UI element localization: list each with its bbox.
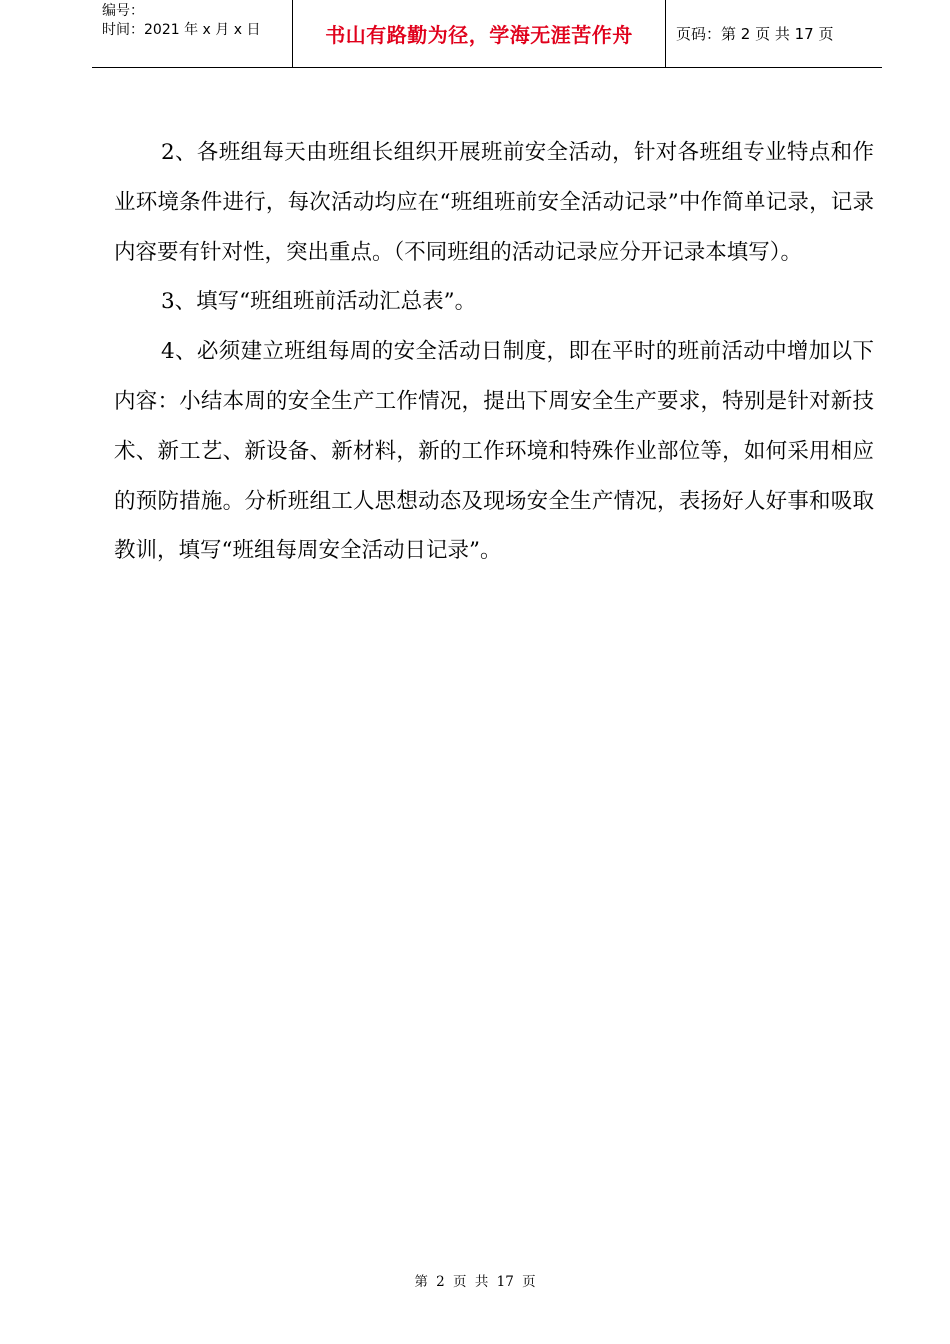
page-header <box>92 0 882 68</box>
document-body <box>114 128 874 576</box>
paragraph-2: 2、各班组每天由班组长组织开展班前安全活动，针对各班组专业特点和作业环境条件进行，每次活动均应在“班组班前安全活动记录”中作简单记录，记录内容要有针对性，突出重点。（不同班组的活动记录应分开记录本填写）。 <box>114 140 874 265</box>
header-page-info: 页码：第 2 页 共 17 页 <box>676 24 834 43</box>
header-motto: 书山有路勤为径，学海无涯苦作舟 <box>293 0 666 68</box>
paragraph-4: 4、必须建立班组每周的安全活动日制度，即在平时的班前活动中增加以下内容：小结本周的安全生产工作情况，提出下周安全生产要求，特别是针对新技术、新工艺、新设备、新材料，新的工作环境和特殊作业部位等，如何采用相应的预防措施。分析班组工人思想动态及现场安全生产情况，表扬好人好事和吸取教训，填写“班组每周安全活动日记录”。 <box>114 339 874 564</box>
paragraph-3: 3、填写“班组班前活动汇总表”。 <box>161 289 477 315</box>
page-footer: 第 2 页 共 17 页 <box>414 1274 536 1290</box>
date-line: 时间：2021 年 x 月 x 日 <box>102 22 261 38</box>
serial-label: 编号： <box>102 3 144 19</box>
header-meta <box>92 0 293 68</box>
